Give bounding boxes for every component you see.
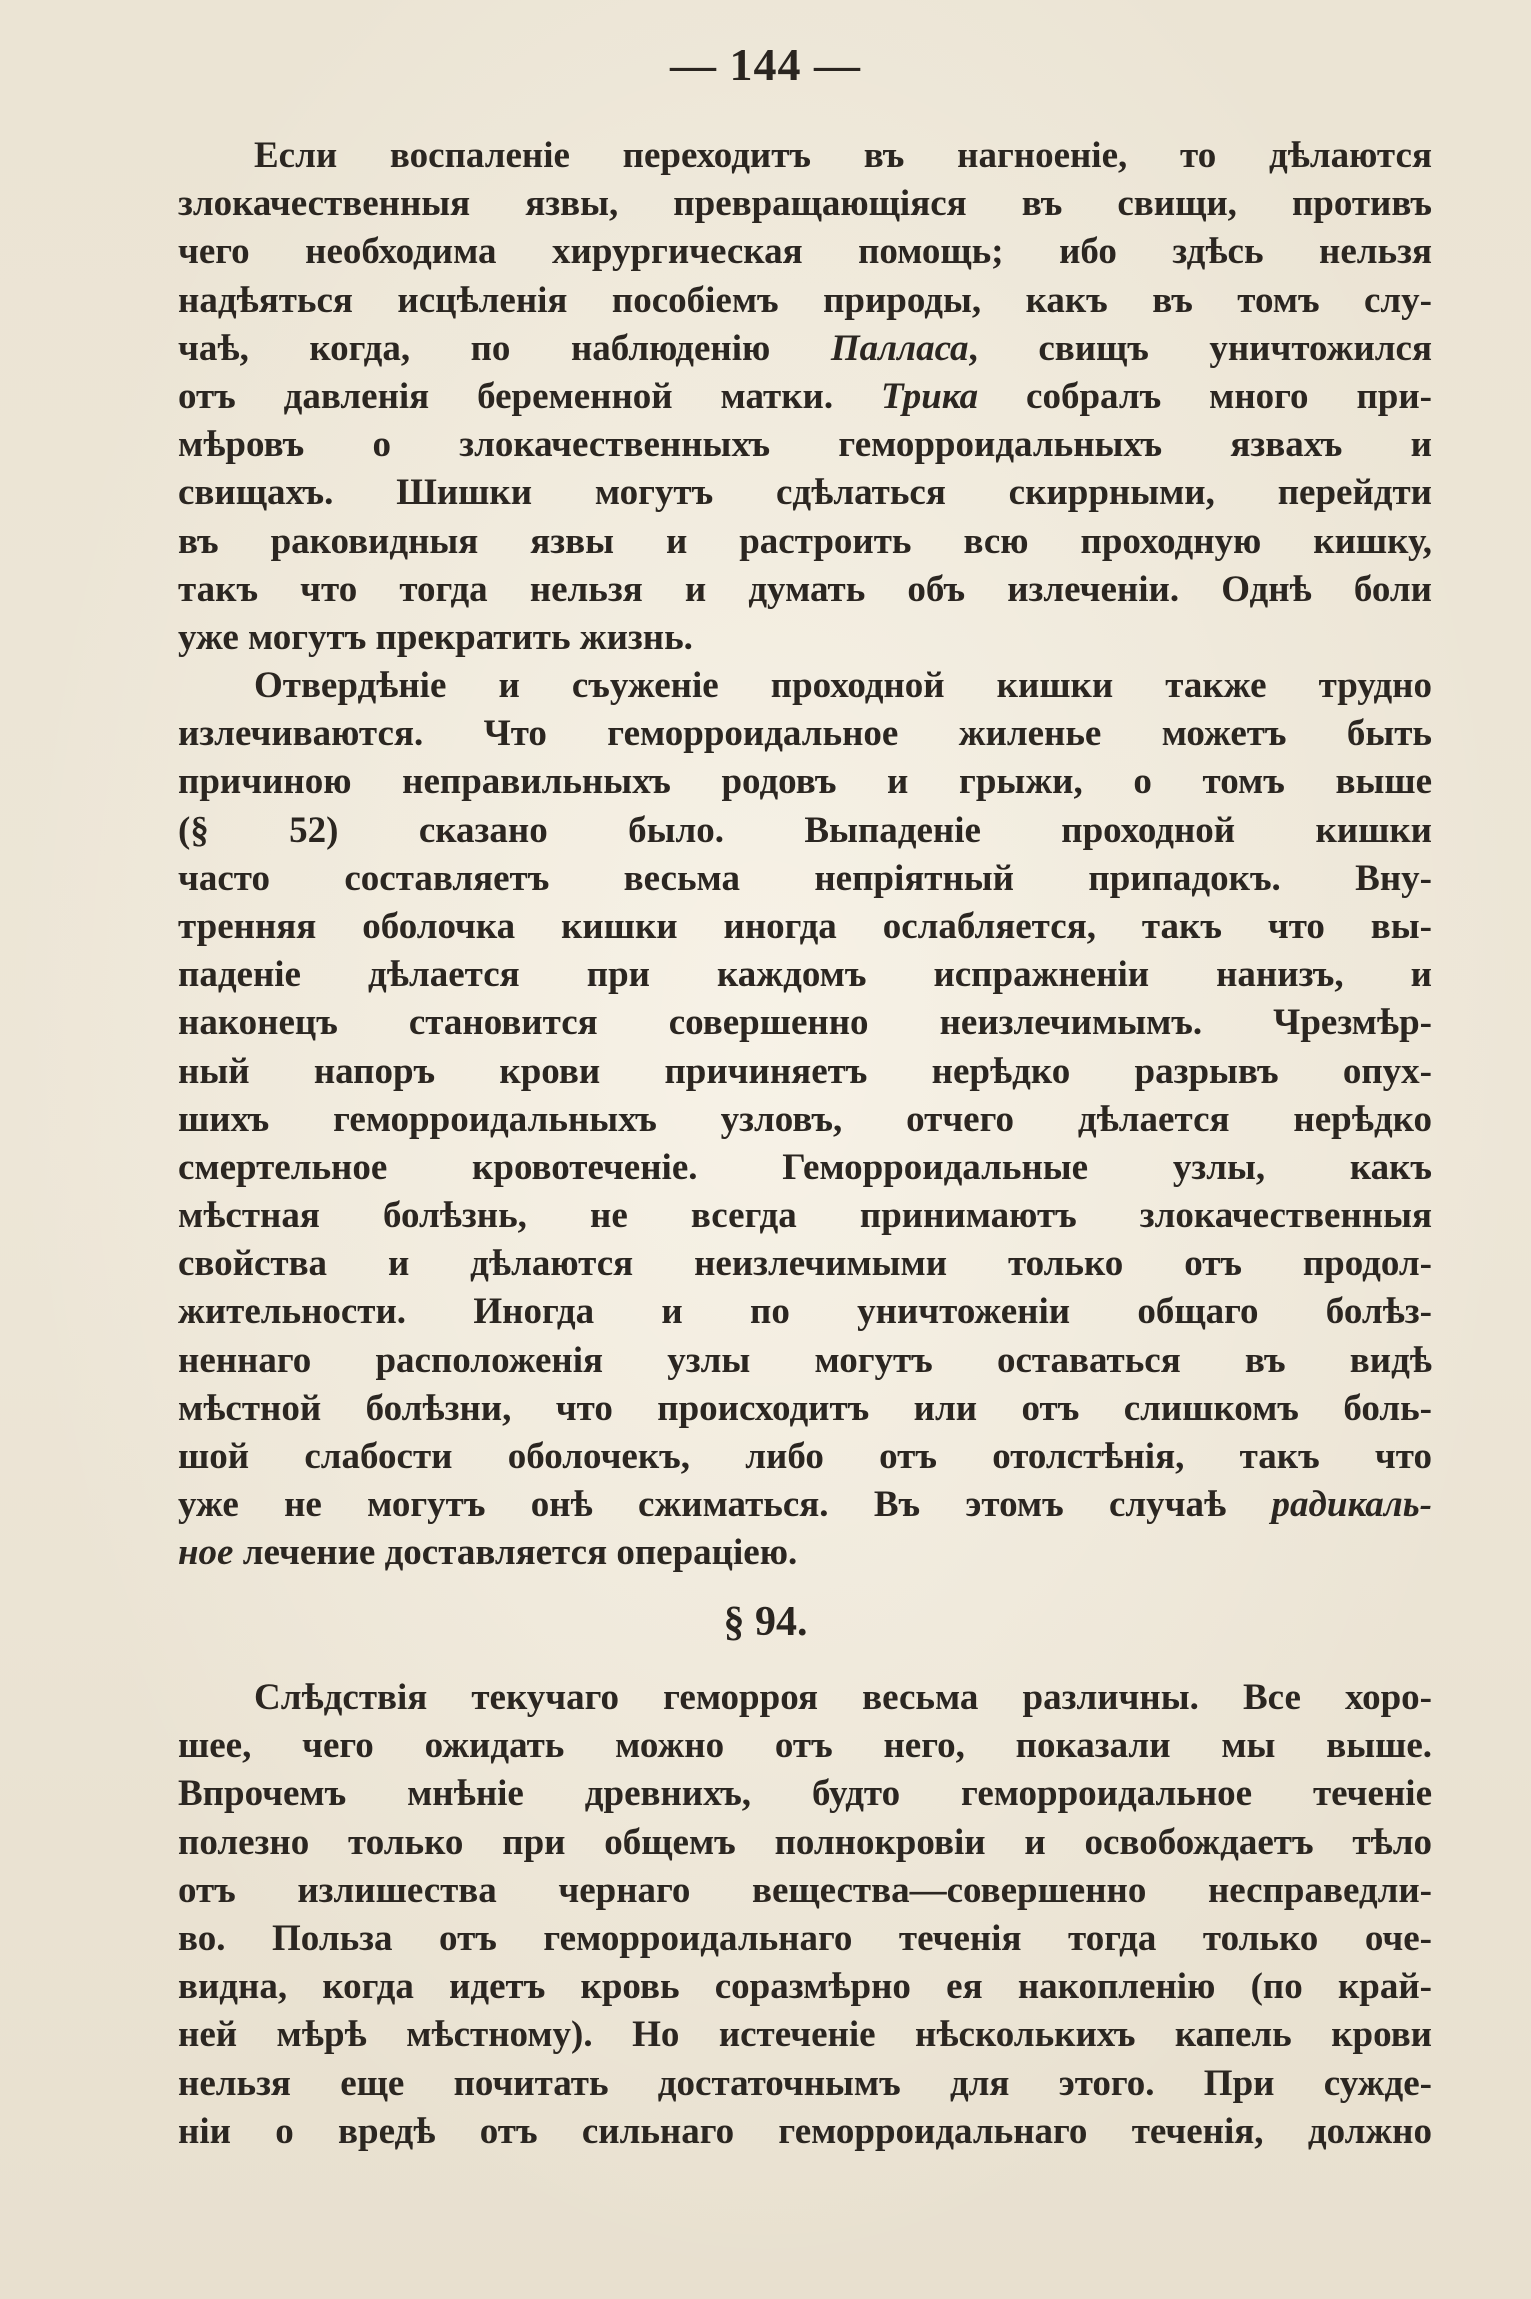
text-line: свойства и дѣлаются неизлечимыми только отъ продол-: [178, 1243, 1432, 1285]
text-line: уже могутъ прекратить жизнь.: [178, 616, 693, 658]
text-line: ней мѣрѣ мѣстному). Но истеченіе нѣсколькихъ капель крови: [178, 2014, 1432, 2056]
text-line: злокачественныя язвы, превращающіяся въ свищи, противъ: [178, 183, 1432, 225]
page-number: — 144 —: [670, 39, 861, 90]
text-line: мѣстная болѣзнь, не всегда принимаютъ злокачественныя: [178, 1195, 1432, 1237]
paragraph-2: [178, 662, 1432, 1578]
text-line: причиною неправильныхъ родовъ и грыжи, о томъ выше: [178, 761, 1432, 803]
text-line: шой слабости оболочекъ, либо отъ отолстѣнія, такъ что: [178, 1436, 1432, 1477]
text-line-mixed: [178, 325, 1432, 373]
text-segment: лечение доставляется операціею.: [242, 1532, 798, 1574]
text-line: тренняя оболочка кишки иногда ослабляется, такъ что вы-: [178, 905, 1432, 947]
italic-name-pallas: Палласа: [830, 327, 969, 369]
text-segment: чаѣ, когда, по наблюденію: [178, 327, 831, 369]
text-segment: уже не могутъ онѣ сжиматься. Въ этомъ случаѣ: [178, 1484, 1272, 1526]
text-line-mixed: [178, 1529, 1432, 1577]
text-line: видна, когда идетъ кровь соразмѣрно ея накопленію (по край-: [178, 1966, 1432, 2008]
text-line: часто составляетъ весьма непріятный припадокъ. Вну-: [178, 857, 1432, 899]
text-line: мѣстной болѣзни, что происходитъ или отъ слишкомъ боль-: [178, 1387, 1432, 1429]
text-line: такъ что тогда нельзя и думать объ излеченіи. Однѣ боли: [178, 568, 1432, 610]
text-line: (§ 52) сказано было. Выпаденіе проходной кишки: [178, 809, 1432, 851]
text-segment: отъ давленія беременной матки.: [178, 375, 882, 417]
text-line: паденіе дѣлается при каждомъ испражненіи нанизъ, и: [178, 954, 1432, 996]
text-line: нельзя еще почитать достаточнымъ для этого. При сужде-: [178, 2062, 1432, 2104]
italic-term-radical-end: ное: [178, 1532, 234, 1574]
text-line: ніи о вредѣ отъ сильнаго геморроидальнаго теченія, должно: [178, 2110, 1432, 2152]
text-segment: собралъ много при-: [978, 375, 1432, 417]
text-line: во. Польза отъ геморроидальнаго теченія тогда только оче-: [178, 1917, 1432, 1959]
text-line: излечиваются. Что геморроидальное жиленье можетъ быть: [178, 713, 1432, 755]
text-line: наконецъ становится совершенно неизлечимымъ. Чрезмѣр-: [178, 1002, 1432, 1044]
text-line: Отвердѣніе и съуженіе проходной кишки также трудно: [254, 665, 1432, 706]
italic-term-radical: радикаль-: [1271, 1484, 1432, 1526]
text-segment: , свищъ уничтожился: [968, 327, 1432, 369]
text-line: неннаго расположенія узлы могутъ оставаться въ видѣ: [178, 1339, 1432, 1381]
text-line: шее, чего ожидать можно отъ него, показали мы выше.: [178, 1725, 1432, 1767]
text-line: мѣровъ о злокачественныхъ геморроидальныхъ язвахъ и: [178, 424, 1432, 466]
section-heading: § 94.: [723, 1599, 808, 1645]
text-line: въ раковидныя язвы и растроить всю проходную кишку,: [178, 520, 1432, 562]
text-line: полезно только при общемъ полнокровіи и освобождаетъ тѣло: [178, 1821, 1432, 1863]
text-line: смертельное кровотеченіе. Геморроидальные узлы, какъ: [178, 1146, 1432, 1188]
text-line: чего необходима хирургическая помощь; ибо здѣсь нельзя: [178, 231, 1432, 273]
text-line: отъ излишества чернаго вещества—совершенно несправедли-: [178, 1869, 1432, 1911]
text-line-mixed: [178, 373, 1432, 421]
text-line-mixed: [178, 1481, 1432, 1529]
text-line: Если воспаленіе переходитъ въ нагноеніе, то дѣлаются: [254, 135, 1432, 176]
text-line: жительности. Иногда и по уничтоженіи общаго болѣз-: [178, 1291, 1432, 1333]
text-line: ный напоръ крови причиняетъ нерѣдко разрывъ опух-: [178, 1050, 1432, 1092]
text-line: Слѣдствія текучаго геморроя весьма различны. Все хоро-: [254, 1677, 1432, 1718]
text-line: свищахъ. Шишки могутъ сдѣлаться скиррными, перейдти: [178, 472, 1432, 514]
text-line: надѣяться исцѣленія пособіемъ природы, какъ въ томъ слу-: [178, 279, 1432, 321]
italic-name-trika: Трика: [881, 375, 979, 417]
text-line: Впрочемъ мнѣніе древнихъ, будто геморроидальное теченіе: [178, 1773, 1432, 1815]
paragraph-1: [178, 132, 1432, 662]
text-line: шихъ геморроидальныхъ узловъ, отчего дѣлается нерѣдко: [178, 1098, 1432, 1140]
paragraph-3: [178, 1674, 1432, 2156]
